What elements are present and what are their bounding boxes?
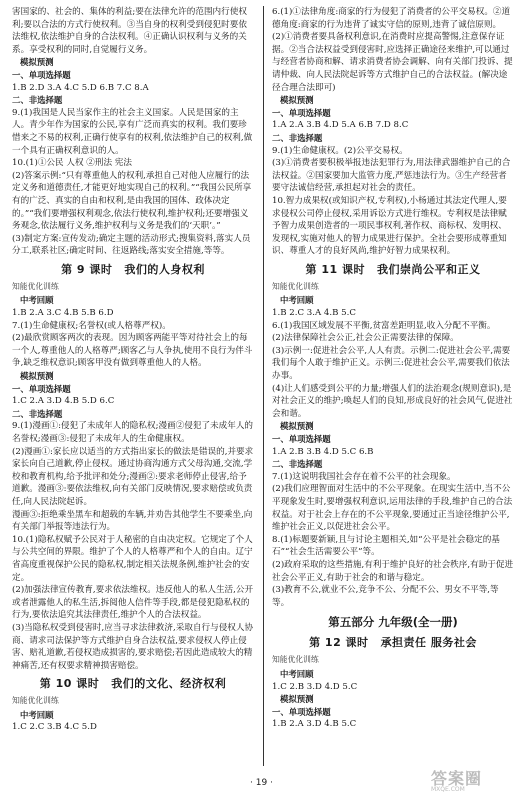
section-heading: 一、单项选择题 xyxy=(12,383,71,394)
answer-text: (2)答案示例:“只有尊重他人的权利,承担自己对他人应履行的法定义务和道德责任,才能更好地实现自己的权利。”“我国公民所享有的广泛、真实的自由和权利,是由我国的国体、政体决定的。”“我们要增强权利观念,依法行使权利,维护权利;还要增强义务观念,依法履行义务,维护权利与义务是我们的‘天职’。” xyxy=(12,170,252,232)
answer-text: (2)法律保障社会公正,社会公正需要法律的保障。 xyxy=(272,333,459,344)
training-label: 知能优化训练 xyxy=(272,655,319,665)
sub-heading: 中考回顾 xyxy=(280,668,314,679)
lesson-heading xyxy=(12,675,254,693)
answer-text: 害国家的、社会的、集体的利益;要在法律允许的范围内行使权利;要以合法的方式行使权利。③当自身的权利受到侵犯时要依法维权,依法维护自身的合法权利。④正确认识权利与义务的关系。享受权利的同时,自觉履行义务。 xyxy=(12,7,247,55)
lesson-number: 第 9 课时 xyxy=(61,262,113,276)
answer-text: (3)示例一:促进社会公平,人人有责。示例二:促进社会公平,需要我们每个人敢于维护正义。示例三:促进社会公平,需要我们依法办事。 xyxy=(272,345,511,382)
section-heading: 一、单项选择题 xyxy=(272,706,331,717)
lesson-number: 第 11 课时 xyxy=(305,262,365,276)
answer-text: (3)①消费者要积极举报违法犯罪行为,用法律武器维护自己的合法权益。②国家要加大监管力度,严惩违法行为。③生产经营者要守法诚信经营,承担起对社会的责任。 xyxy=(272,158,511,194)
lesson-heading xyxy=(272,261,514,279)
sub-heading: 中考回顾 xyxy=(20,709,54,720)
answer-text: (3)当隐私权受到侵害时,应当寻求法律救济,采取自行与侵权人协商、请求司法保护等方式维护自身合法权益,要求侵权人停止侵害、赔礼道歉,若侵权造成损害的,要求赔偿;若因此造成较大的精神痛苦,还有权要求精神损害赔偿。 xyxy=(12,622,254,671)
answer-text: (2)政府采取的这些措施,有利于维护良好的社会秩序,有助于促进社会公平正义,有助于社会的和谐与稳定。 xyxy=(272,559,514,583)
answer-text: 1.C 2.B 3.D 4.D 5.C xyxy=(272,681,358,692)
answer-text: 1.C 2.C 3.B 4.C 5.D xyxy=(12,722,97,733)
lesson-number: 第 12 课时 xyxy=(309,636,369,650)
watermark-logo xyxy=(431,766,515,794)
section-heading: 二、非选择题 xyxy=(272,459,323,470)
sub-heading: 中考回顾 xyxy=(280,295,314,306)
lesson-title: 承担责任 服务社会 xyxy=(380,636,477,650)
sub-heading: 模拟预测 xyxy=(280,95,314,106)
answer-text: 6.(1)①法律角度:商家的行为侵犯了消费者的公平交易权。②道德角度:商家的行为违背了诚实守信的原则,违背了诚信原则。 xyxy=(272,7,511,30)
training-label: 知能优化训练 xyxy=(272,281,319,291)
answer-text: 1.B 2.A 3.D 4.B 5.C xyxy=(272,719,357,730)
answer-text: (2)①消费者要具备权利意识,在消费时应提高警惕,注意保存证据。②当合法权益受到侵害时,应选择正确途径来维护,可以通过与经营者协商和解、请求消费者协会调解、向有关部门投诉、提请仲裁、向人民法院起诉等方式维护自己的合法权益。(解决途径合理合法即可) xyxy=(272,32,513,93)
answer-text: 1.B 2.C 3.A 4.B 5.C xyxy=(272,308,356,319)
answer-text: (4)让人们感受到公平的力量;增强人们的法治观念(规则意识),是对社会正义的维护;唤起人们的良知,形成良好的社会风气,促进社会和谐。 xyxy=(272,383,513,419)
answer-text: 7.(1)生命健康权;名誉权(或人格尊严权)。 xyxy=(12,320,171,331)
answer-text: 1.B 2.A 3.C 4.B 5.B 6.D xyxy=(12,308,114,319)
section-heading: 二、非选择题 xyxy=(12,95,63,106)
training-label: 知能优化训练 xyxy=(12,281,59,291)
answer-text: 漫画③:拒绝乘坐黑车和超载的车辆,并劝告其他学生不要乘坐,向有关部门举报等违法行为。 xyxy=(12,509,253,533)
lesson-heading xyxy=(12,261,254,279)
answer-text: 9.(1)漫画①:侵犯了未成年人的隐私权;漫画②侵犯了未成年人的名誉权;漫画③:侵犯了未成年人的生命健康权。 xyxy=(12,421,254,444)
answer-text: 1.A 2.A 3.B 4.D 5.A 6.B 7.D 8.C xyxy=(272,120,409,131)
answer-text: (3)制定方案:宣传发动;确定主题的活动形式;搜集资料,落实人员分工,联系社区;确定时间、往返路线;落实安全措施,等等。 xyxy=(12,233,251,257)
answer-text: (2)最欣赏顾客两次的表现。因为顾客两能平等对待社会上的每一个人,尊重他人的人格尊严;顾客乙与人争执,使用不良行为伴斗争,缺乏维权意识;顾客甲没有做到尊重他人的人格。 xyxy=(12,333,253,369)
watermark-url: MXQE.COM xyxy=(431,786,465,793)
section-heading: 二、非选择题 xyxy=(12,408,63,419)
lesson-title: 我们崇尚公平和正义 xyxy=(376,262,481,276)
lesson-number: 第 10 课时 xyxy=(39,677,100,691)
sub-heading: 模拟预测 xyxy=(280,421,314,432)
answer-text: 1.B 2.D 3.A 4.C 5.D 6.B 7.C 8.A xyxy=(12,82,149,93)
answer-text: 1.C 2.A 3.D 4.B 5.D 6.C xyxy=(12,396,115,407)
answer-text: (2)加强法律宣传教育,要求依法维权。违反他人的私人生活,公开或者泄露他人的私生活,拆阅他人信件等手段,都是侵犯隐私权的行为,要依法追究其法律责任,维护个人的合法权益。 xyxy=(12,585,254,621)
answer-text: 6.(1)我国区域发展不平衡,贫富差距明显,收入分配不平衡。 xyxy=(272,320,496,331)
column-divider xyxy=(263,6,264,766)
answer-text: 10.(1)隐私权赋予公民对于人秘密的自由决定权。它规定了个人与公共空间的界限。维护了个人的人格尊严和个人的自由。辽宁省高度重视保护公民的隐私权,制定相关法规条例,维护社会的安定。 xyxy=(12,534,253,583)
answer-text: (2)我们应理智面对生活中的不公平现象。在现实生活中,当不公平现象发生时,要增强权利意识,运用法律的手段,维护自己的合法权益。对于社会上存在的不公平现象,要通过正当途径维护公平,维护社会正义,以促进社会公平。 xyxy=(272,484,513,533)
sub-heading: 模拟预测 xyxy=(280,694,314,705)
lesson-title: 我们的人身权利 xyxy=(124,262,205,276)
lesson-heading xyxy=(272,634,514,652)
answer-text: 7.(1)这说明我国社会存在着不公平的社会现象。 xyxy=(272,471,456,482)
answer-text: (2)漫画①:家长应以适当的方式指出家长的做法是错误的,并要求家长向自己道歉,停止侵权。通过协商沟通方式父母沟通,交流,学校和教育机构,给予批评和处分;漫画②:要求老师停止侵害,给予道歉。漫画③:要依法维权,向有关部门反映情况,要求赔偿或负责任,向人民法院起诉。 xyxy=(12,446,254,507)
page-number: · 19 · xyxy=(250,778,273,788)
sub-heading: 中考回顾 xyxy=(20,295,54,306)
sub-heading: 模拟预测 xyxy=(20,371,54,382)
answer-text: 9.(1)生命健康权。(2)公平交易权。 xyxy=(272,145,408,156)
answer-text: 10.(1)①公民 人权 ②刑法 宪法 xyxy=(12,158,132,169)
section-heading: 一、单项选择题 xyxy=(272,434,331,444)
answer-text: 10.智力成果权(或知识产权,专利权),小杨通过其法定代理人,要求侵权公司停止侵权,采用诉讼方式进行维权。专利权是法律赋予智力成果创造者的一项民事权利,著作权、商标权、发明权、发现权,实施对他人的智力成果进行保护。全社会要形成尊重知识、尊重人才的良好风尚,维护好智力成果权利。 xyxy=(272,195,507,257)
answer-text: 9.(1)我国是人民当家作主的社会主义国家。人民是国家的主人。青少年作为国家的公民,享有广泛而真实的权利。我们要珍惜来之不易的权利,正确行使享有的权利,依法维护自己的权利,做一个具有正确权利意识的人。 xyxy=(12,107,253,156)
answer-text: 8.(1)标题要新颖,且与讨论主题相关,如“公平是社会稳定的基石”“社会生活需要公平”等。 xyxy=(272,534,500,558)
section-heading: 二、非选择题 xyxy=(272,132,323,143)
right-column xyxy=(272,6,514,770)
sub-heading: 模拟预测 xyxy=(20,57,54,68)
left-column xyxy=(12,6,254,770)
training-label: 知能优化训练 xyxy=(12,696,59,706)
section-heading: 一、单项选择题 xyxy=(272,107,331,118)
watermark-text: 答案圈 xyxy=(431,769,483,788)
lesson-title: 我们的文化、经济权利 xyxy=(111,677,227,691)
part-heading: 第五部分 九年级(全一册) xyxy=(328,615,458,630)
answer-text: 1.A 2.B 3.B 4.D 5.C 6.B xyxy=(272,446,374,457)
section-heading: 一、单项选择题 xyxy=(12,69,71,80)
answer-text: (3)教育不公,就业不公,竞争不公、分配不公、男女不平等,等等。 xyxy=(272,585,499,608)
